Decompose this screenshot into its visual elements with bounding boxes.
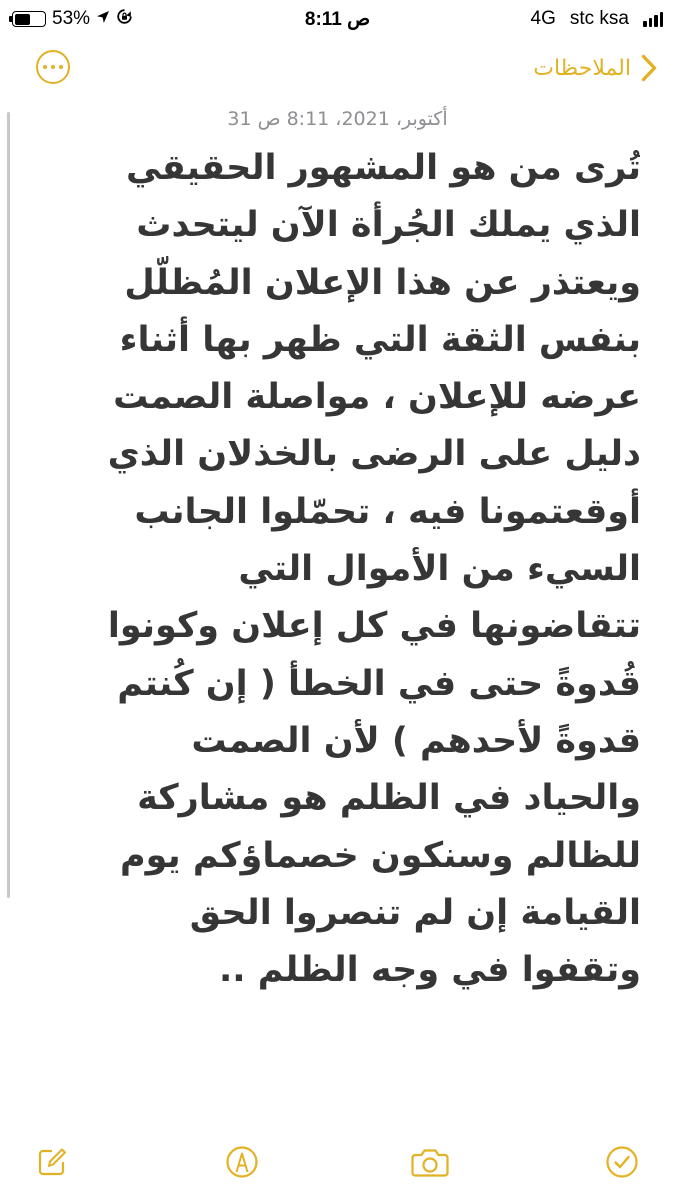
back-label: الملاحظات (533, 55, 631, 81)
note-line: السيء من الأموال التي (238, 549, 641, 590)
battery-percent: 53% (52, 8, 91, 29)
markup-icon[interactable] (222, 1142, 262, 1182)
note-line: بنفس الثقة التي ظهر بها أثناء (119, 319, 641, 360)
chevron-icon (641, 54, 657, 82)
note-line: والحياد في الظلم هو مشاركة (137, 778, 641, 819)
note-line: تتقاضونها في كل إعلان وكونوا (107, 606, 641, 647)
camera-icon[interactable] (410, 1142, 450, 1182)
compose-icon[interactable] (32, 1142, 72, 1182)
status-bar (0, 0, 675, 38)
note-line: وتقفوا في وجه الظلم .. (218, 950, 641, 991)
note-line: القيامة إن لم تنصروا الحق (189, 892, 641, 933)
nav-bar (0, 38, 675, 98)
note-line: دليل على الرضى بالخذلان الذي (107, 434, 641, 475)
note-line: ويعتذر عن هذا الإعلان المُظلّل (124, 262, 641, 303)
checklist-icon[interactable] (602, 1142, 642, 1182)
signal-bars-icon (643, 11, 663, 27)
status-time: 8:11 ص (304, 9, 371, 30)
note-line: قدوةً لأحدهم ) لأن الصمت (191, 720, 641, 761)
note-line: عرضه للإعلان ، مواصلة الصمت (113, 377, 641, 418)
note-line: أوقعتمونا فيه ، تحمّلوا الجانب (134, 491, 641, 532)
note-line: قُدوةً حتى في الخطأ ( إن كُنتم (117, 663, 641, 704)
note-line: للظالم وسنكون خصماؤكم يوم (119, 835, 641, 876)
note-body[interactable] (40, 140, 641, 999)
network-type: 4G (530, 8, 556, 29)
scroll-indicator[interactable] (7, 112, 10, 898)
note-line: تُرى من هو المشهور الحقيقي (126, 148, 641, 188)
carrier-name: stc ksa (569, 8, 629, 29)
back-button[interactable] (533, 50, 657, 86)
note-line: الذي يملك الجُرأة الآن ليتحدث (136, 205, 641, 246)
bottom-toolbar (0, 1138, 675, 1190)
status-right (531, 8, 663, 30)
note-date: 31 أكتوبر، 2021، 8:11 ص (227, 108, 448, 130)
ellipsis-circle-icon[interactable] (36, 50, 70, 84)
